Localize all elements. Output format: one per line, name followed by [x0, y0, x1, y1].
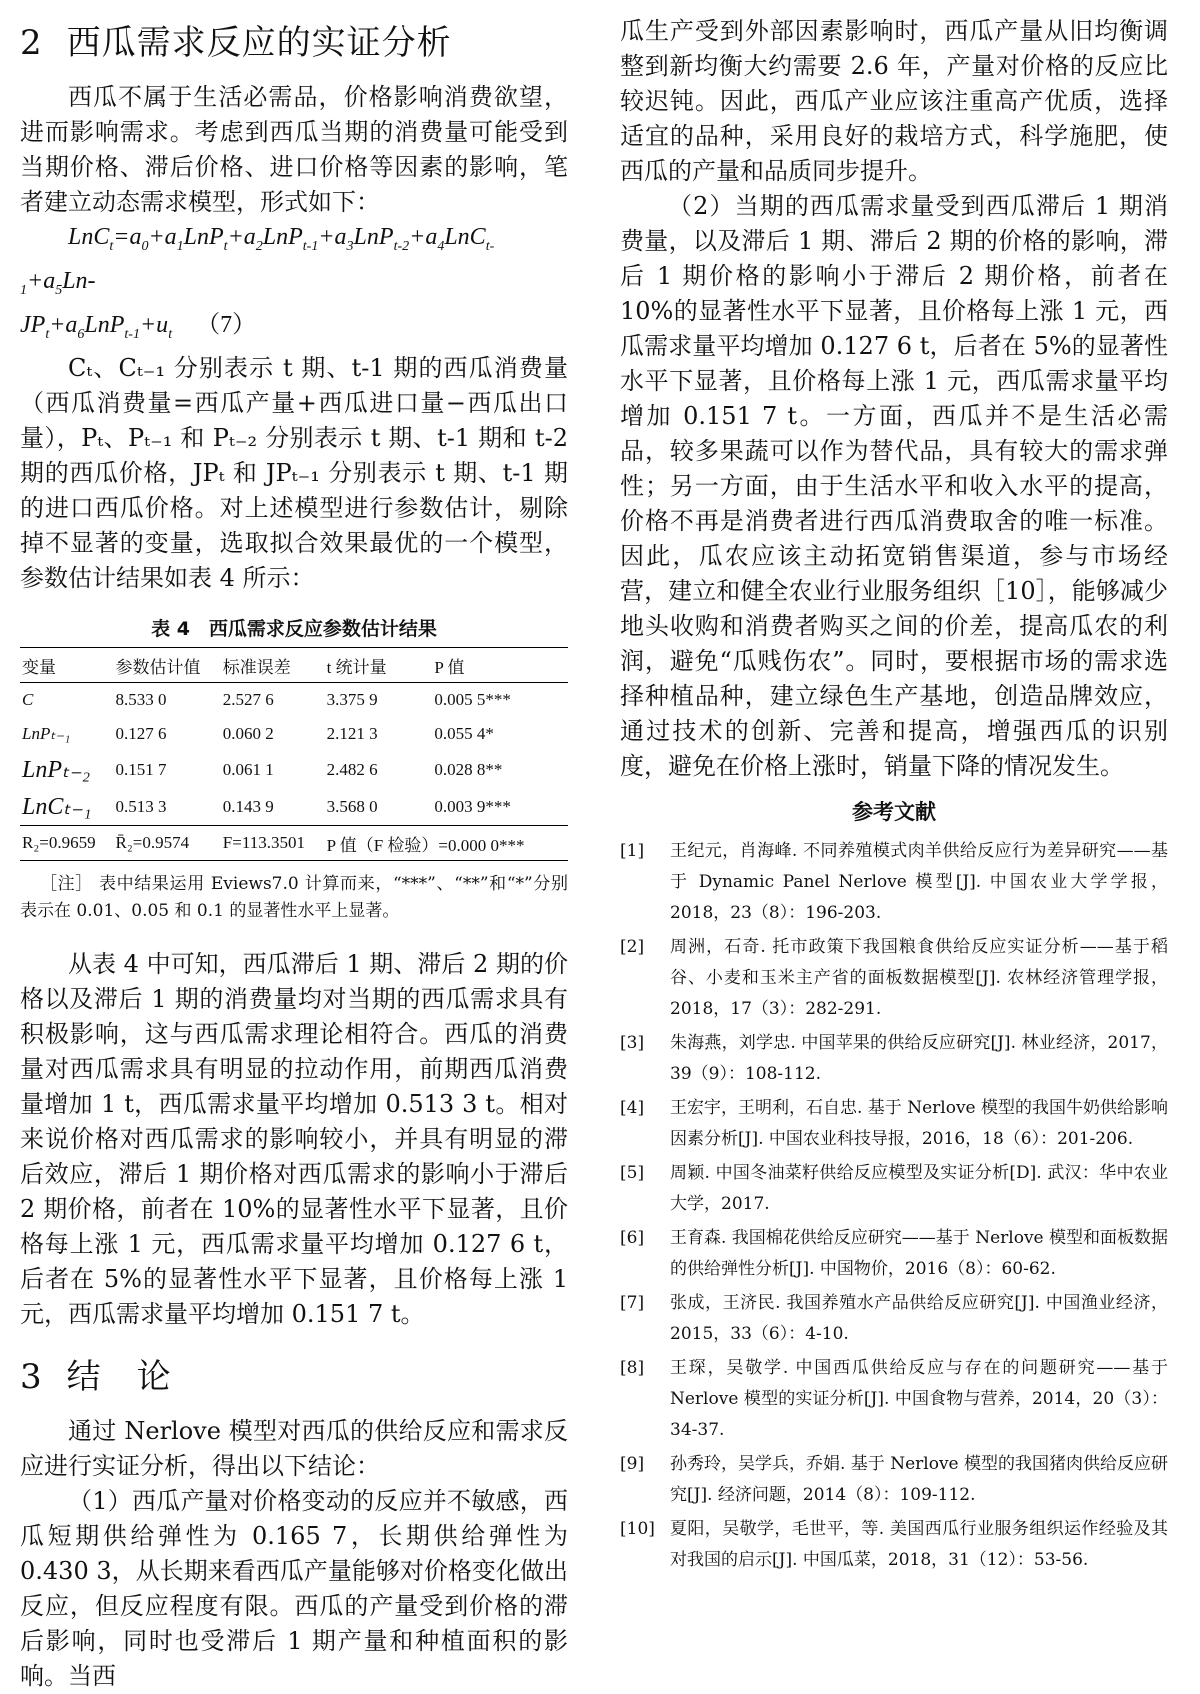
section-title: 西瓜需求反应的实证分析	[66, 23, 452, 63]
right-column	[620, 14, 1168, 1579]
reference-item	[620, 1093, 1168, 1155]
reference-item	[620, 1288, 1168, 1350]
section-number: 2	[20, 23, 43, 63]
table-cell: LnPₜ₋₁	[22, 724, 71, 744]
reference-number: [3]	[620, 1033, 645, 1053]
paragraph: 从表 4 中可知，西瓜滞后 1 期、滞后 2 期的价格以及滞后 1 期的消费量均对当期的西瓜需求具有积极影响，这与西瓜需求理论相符合。西瓜的消费量对西瓜需求具有明显的拉动作用，前期西瓜消费量增加 1 t，西瓜需求量平均增加 0.513 3 t。相对来说价格对西瓜需求的影响较小，并具有明显的滞后效应，滞后 1 期价格对西瓜需求的影响小于滞后 2 期价格，前者在 10%的显著性水平下显著，且价格每上涨 1 元，西瓜需求量平均增加 0.127 6 t，后者在 5%的显著性水平下显著，且价格每上涨 1 元，西瓜需求量平均增加 0.151 7 t。	[20, 950, 568, 1329]
table-cell: P 值（F 检验）=0.000 0***	[326, 835, 525, 855]
table-cell: 0.003 9***	[434, 796, 511, 816]
table-cell: 3.375 9	[326, 690, 378, 710]
table-cell: 3.568 0	[326, 796, 378, 816]
reference-text: 周颖. 中国冬油菜籽供给反应模型及实证分析[D]. 武汉：华中农业大学，2017.	[670, 1163, 1168, 1214]
reference-item	[620, 1223, 1168, 1285]
reference-number: [4]	[620, 1098, 645, 1118]
equation-7-cont: $JP_t+a_6LnP_{t-1}+u_t$ （7）	[20, 311, 257, 342]
reference-text: 朱海燕，刘学忠. 中国苹果的供给反应研究[J]. 林业经济，2017，39（9）：108-112.	[670, 1033, 1168, 1084]
section-3-heading	[20, 1354, 568, 1400]
table-caption: 表 4 西瓜需求反应参数估计结果	[151, 618, 437, 641]
reference-text: 王琛，吴敬学. 中国西瓜供给反应与存在的问题研究——基于 Nerlove 模型的实证分析[J]. 中国食物与营养，2014，20（3）：34-37.	[670, 1358, 1168, 1440]
table-cell: 0.127 6	[115, 724, 167, 744]
reference-item	[620, 1158, 1168, 1220]
table-cell: 2.121 3	[326, 724, 378, 744]
table-header: 参数估计值	[115, 657, 201, 677]
equation-number: （7）	[196, 311, 257, 338]
table-header: 变量	[22, 657, 56, 677]
table-cell: 0.513 3	[115, 796, 167, 816]
table-cell: 2.482 6	[326, 759, 378, 779]
section-number: 3	[20, 1357, 43, 1398]
table-header: 标准误差	[222, 657, 291, 677]
paragraph: 西瓜不属于生活必需品，价格影响消费欲望，进而影响需求。考虑到西瓜当期的消费量可能受到当期价格、滞后价格、进口价格等因素的影响，笔者建立动态需求模型，形式如下：	[20, 83, 568, 216]
table-cell: 8.533 0	[115, 690, 167, 710]
paragraph: （1）西瓜产量对价格变动的反应并不敏感，西瓜短期供给弹性为 0.165 7，长期供给弹性为 0.430 3，从长期来看西瓜产量能够对价格变化做出反应，但反应程度有限。西瓜的产量受到价格的滞后影响，同时也受滞后 1 期产量和种植面积的影响。当西	[20, 1487, 568, 1691]
references-heading: 参考文献	[852, 800, 936, 824]
reference-text: 王宏宇，王明利，石自忠. 基于 Nerlove 模型的我国牛奶供给影响因素分析[J]. 中国农业科技导报，2016，18（6）：201-206.	[670, 1098, 1169, 1149]
results-table	[20, 647, 568, 861]
table-cell: 2.527 6	[222, 690, 274, 710]
reference-item	[620, 1353, 1168, 1446]
reference-text: 王育森. 我国棉花供给反应研究——基于 Nerlove 模型和面板数据的供给弹性分析[J]. 中国物价，2016（8）：60-62.	[670, 1228, 1169, 1279]
reference-text: 王纪元，肖海峰. 不同养殖模式肉羊供给反应行为差异研究——基于 Dynamic Panel Nerlove 模型[J]. 中国农业大学学报，2018，23（8）：196-203.	[670, 841, 1168, 923]
table-cell: 0.061 1	[222, 759, 274, 779]
reference-number: [2]	[620, 937, 645, 957]
reference-text: 夏阳，吴敬学，毛世平，等. 美国西瓜行业服务组织运作经验及其对我国的启示[J]. 中国瓜菜，2018，31（12）：53-56.	[670, 1519, 1168, 1570]
table-row	[20, 683, 568, 718]
table-header-row	[20, 648, 568, 683]
table-header: t 统计量	[326, 657, 387, 677]
table-row	[20, 751, 568, 788]
reference-text: 孙秀玲，吴学兵，乔娟. 基于 Nerlove 模型的我国猪肉供给反应研究[J]. 经济问题，2014（8）：109-112.	[670, 1454, 1169, 1505]
table-cell: C	[22, 690, 34, 710]
reference-number: [5]	[620, 1163, 645, 1183]
table-note: ［注］ 表中结果运用 Eviews7.0 计算而来，“***”、“**”和“*”分别表示在 0.01、0.05 和 0.1 的显著性水平上显著。	[20, 874, 568, 922]
section-title: 结 论	[66, 1357, 172, 1398]
reference-item	[620, 1514, 1168, 1576]
table-cell: 0.028 8**	[434, 759, 503, 779]
reference-number: [8]	[620, 1358, 645, 1378]
reference-item	[620, 836, 1168, 929]
left-column	[20, 14, 568, 1694]
table-footer-row	[20, 826, 568, 861]
table-cell: F=113.3501	[222, 833, 305, 853]
table-cell: 0.055 4*	[434, 724, 494, 744]
table-header: P 值	[434, 657, 465, 677]
reference-text: 张成，王济民. 我国养殖水产品供给反应研究[J]. 中国渔业经济，2015，33（6）：4-10.	[670, 1293, 1168, 1344]
paragraph: Cₜ、Cₜ₋₁ 分别表示 t 期、t-1 期的西瓜消费量（西瓜消费量=西瓜产量+西瓜进口量−西瓜出口量），Pₜ、Pₜ₋₁ 和 Pₜ₋₂ 分别表示 t 期、t-1 期和 t-2 期的西瓜价格，JPₜ 和 JPₜ₋₁ 分别表示 t 期、t-1 期的进口西瓜价格。对上述模型进行参数估计，剔除掉不显著的变量，选取拟合效果最优的一个模型，参数估计结果如表 4 所示：	[20, 354, 568, 593]
table-cell: LnCₜ₋₁	[22, 794, 92, 821]
reference-text: 周洲，石奇. 托市政策下我国粮食供给反应实证分析——基于稻谷、小麦和玉米主产省的面板数据模型[J]. 农林经济管理学报，2018，17（3）：282-291.	[670, 937, 1168, 1019]
equation-7: $LnC_t=a_0+a_1LnP_t+a_2LnP_{t-1}+a_3LnP_{t-2}+a_4LnC_{t-1}+a_5Ln-$	[20, 224, 495, 298]
table-row	[20, 788, 568, 826]
reference-number: [6]	[620, 1228, 645, 1248]
reference-list	[620, 836, 1168, 1576]
paragraph: 瓜生产受到外部因素影响时，西瓜产量从旧均衡调整到新均衡大约需要 2.6 年，产量对价格的反应比较迟钝。因此，西瓜产业应该注重高产优质，选择适宜的品种，采用良好的栽培方式，科学施肥，使西瓜的产量和品质同步提升。	[620, 17, 1168, 185]
table-cell: R₂=0.9659	[22, 833, 96, 853]
paragraph: （2）当期的西瓜需求量受到西瓜滞后 1 期消费量，以及滞后 1 期、滞后 2 期的价格的影响，滞后 1 期价格的影响小于滞后 2 期价格，前者在 10%的显著性水平下显著，且价格每上涨 1 元，西瓜需求量平均增加 0.127 6 t，后者在 5%的显著性水平下显著，且价格每上涨 1 元，西瓜需求量平均增加 0.151 7 t。一方面，西瓜并不是生活必需品，较多果蔬可以作为替代品，具有较大的需求弹性；另一方面，由于生活水平和收入水平的提高，价格不再是消费者进行西瓜消费取舍的唯一标准。因此，瓜农应该主动拓宽销售渠道，参与市场经营，建立和健全农业行业服务组织［10］，能够减少地头收购和消费者购买之间的价差，提高瓜农的利润，避免“瓜贱伤农”。同时，要根据市场的需求选择种植品种，建立绿色生产基地，创造品牌效应，通过技术的创新、完善和提高，增强西瓜的识别度，避免在价格上涨时，销量下降的情况发生。	[620, 192, 1168, 780]
reference-number: [10]	[620, 1519, 655, 1539]
reference-number: [7]	[620, 1293, 645, 1313]
reference-number: [9]	[620, 1454, 645, 1474]
reference-item	[620, 1028, 1168, 1090]
table-cell: 0.151 7	[115, 759, 167, 779]
table-cell: LnPₜ₋₂	[22, 757, 91, 784]
table-row	[20, 717, 568, 751]
section-2-heading	[20, 20, 568, 66]
table-cell: 0.060 2	[222, 724, 274, 744]
table-cell: R̄₂=0.9574	[115, 833, 190, 853]
reference-number: [1]	[620, 841, 645, 861]
reference-item	[620, 932, 1168, 1025]
table-cell: 0.005 5***	[434, 690, 511, 710]
table-cell: 0.143 9	[222, 796, 274, 816]
reference-item	[620, 1449, 1168, 1511]
paragraph: 通过 Nerlove 模型对西瓜的供给反应和需求反应进行实证分析，得出以下结论：	[20, 1417, 568, 1481]
